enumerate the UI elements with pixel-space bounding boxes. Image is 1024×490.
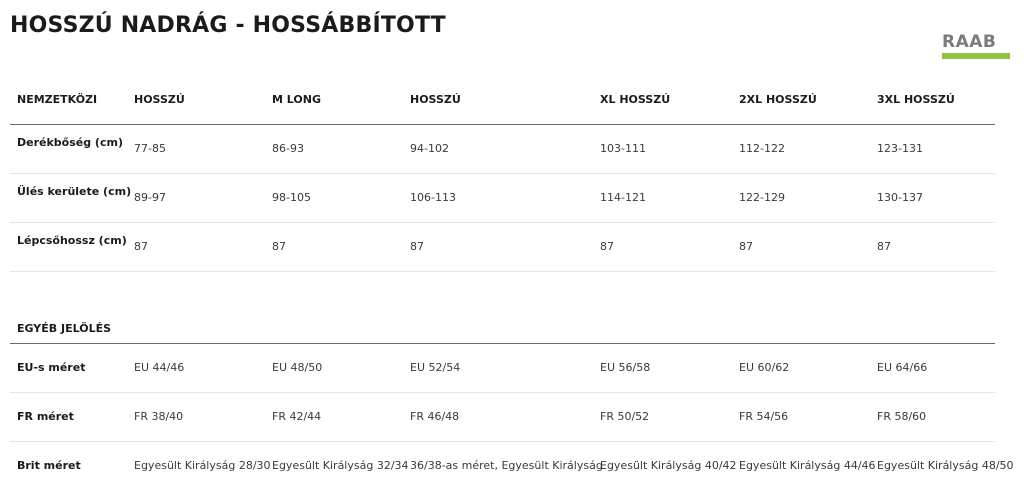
table-cell: Egyesült Királyság 32/34 bbox=[272, 459, 409, 472]
table-cell: 86-93 bbox=[272, 142, 304, 155]
table-cell: 87 bbox=[272, 240, 286, 253]
table-header-row bbox=[10, 75, 995, 125]
table-cell: FR 50/52 bbox=[600, 410, 650, 423]
table-cell: 87 bbox=[600, 240, 614, 253]
table-row-eu-size bbox=[10, 344, 995, 393]
table-cell: 36/38-as méret, Egyesült Királyság bbox=[410, 459, 603, 472]
table-row-seat bbox=[10, 174, 995, 223]
table-cell: FR 46/48 bbox=[410, 410, 460, 423]
row-label: Brit méret bbox=[17, 459, 81, 472]
table-cell: EU 64/66 bbox=[877, 361, 928, 374]
table-cell: 112-122 bbox=[739, 142, 785, 155]
table-cell: FR 42/44 bbox=[272, 410, 322, 423]
table-cell: 130-137 bbox=[877, 191, 923, 204]
header-cell: HOSSZÚ bbox=[134, 93, 185, 106]
table-cell: EU 60/62 bbox=[739, 361, 790, 374]
table-cell: FR 54/56 bbox=[739, 410, 789, 423]
table-row-inseam bbox=[10, 223, 995, 272]
section-header-row bbox=[10, 319, 995, 344]
header-cell-international: NEMZETKÖZI bbox=[17, 93, 98, 106]
table-row-waist bbox=[10, 125, 995, 174]
table-cell: 106-113 bbox=[410, 191, 456, 204]
table-cell: 122-129 bbox=[739, 191, 785, 204]
page-title: HOSSZÚ NADRÁG - HOSSÁBBÍTOTT bbox=[10, 13, 446, 38]
table-spacer bbox=[10, 272, 995, 319]
row-label: Lépcsőhossz (cm) bbox=[17, 234, 127, 247]
section-title: EGYÉB JELÖLÉS bbox=[17, 322, 112, 335]
table-cell: EU 56/58 bbox=[600, 361, 651, 374]
table-cell: 98-105 bbox=[272, 191, 311, 204]
table-cell: FR 38/40 bbox=[134, 410, 184, 423]
row-label: FR méret bbox=[17, 410, 74, 423]
row-label: EU-s méret bbox=[17, 361, 86, 374]
table-row-fr-size bbox=[10, 393, 995, 442]
header-cell: 3XL HOSSZÚ bbox=[877, 93, 955, 106]
header-cell: 2XL HOSSZÚ bbox=[739, 93, 817, 106]
table-cell: EU 52/54 bbox=[410, 361, 461, 374]
row-label: Derékbőség (cm) bbox=[17, 136, 123, 149]
table-cell: 87 bbox=[877, 240, 891, 253]
raab-logo bbox=[942, 33, 1012, 61]
header-cell: HOSSZÚ bbox=[410, 93, 461, 106]
header-cell: M LONG bbox=[272, 93, 321, 106]
size-table bbox=[10, 75, 1014, 490]
table-cell: Egyesült Királyság 40/42 bbox=[600, 459, 737, 472]
table-cell: Egyesült Királyság 28/30 bbox=[134, 459, 271, 472]
logo-green-strip bbox=[942, 53, 1010, 59]
table-cell: 123-131 bbox=[877, 142, 923, 155]
header-cell: XL HOSSZÚ bbox=[600, 93, 671, 106]
table-cell: 77-85 bbox=[134, 142, 166, 155]
table-cell: 114-121 bbox=[600, 191, 646, 204]
table-cell: Egyesült Királyság 48/50 bbox=[877, 459, 1014, 472]
row-label: Ülés kerülete (cm) bbox=[17, 185, 132, 198]
table-cell: 103-111 bbox=[600, 142, 646, 155]
table-cell: 89-97 bbox=[134, 191, 166, 204]
table-cell: 87 bbox=[410, 240, 424, 253]
table-cell: FR 58/60 bbox=[877, 410, 927, 423]
table-cell: EU 48/50 bbox=[272, 361, 323, 374]
table-cell: 94-102 bbox=[410, 142, 449, 155]
table-row-uk-size bbox=[10, 442, 1014, 490]
table-cell: 87 bbox=[739, 240, 753, 253]
table-cell: EU 44/46 bbox=[134, 361, 185, 374]
table-cell: Egyesült Királyság 44/46 bbox=[739, 459, 876, 472]
logo-wordmark: RAAB bbox=[942, 32, 997, 52]
table-cell: 87 bbox=[134, 240, 148, 253]
